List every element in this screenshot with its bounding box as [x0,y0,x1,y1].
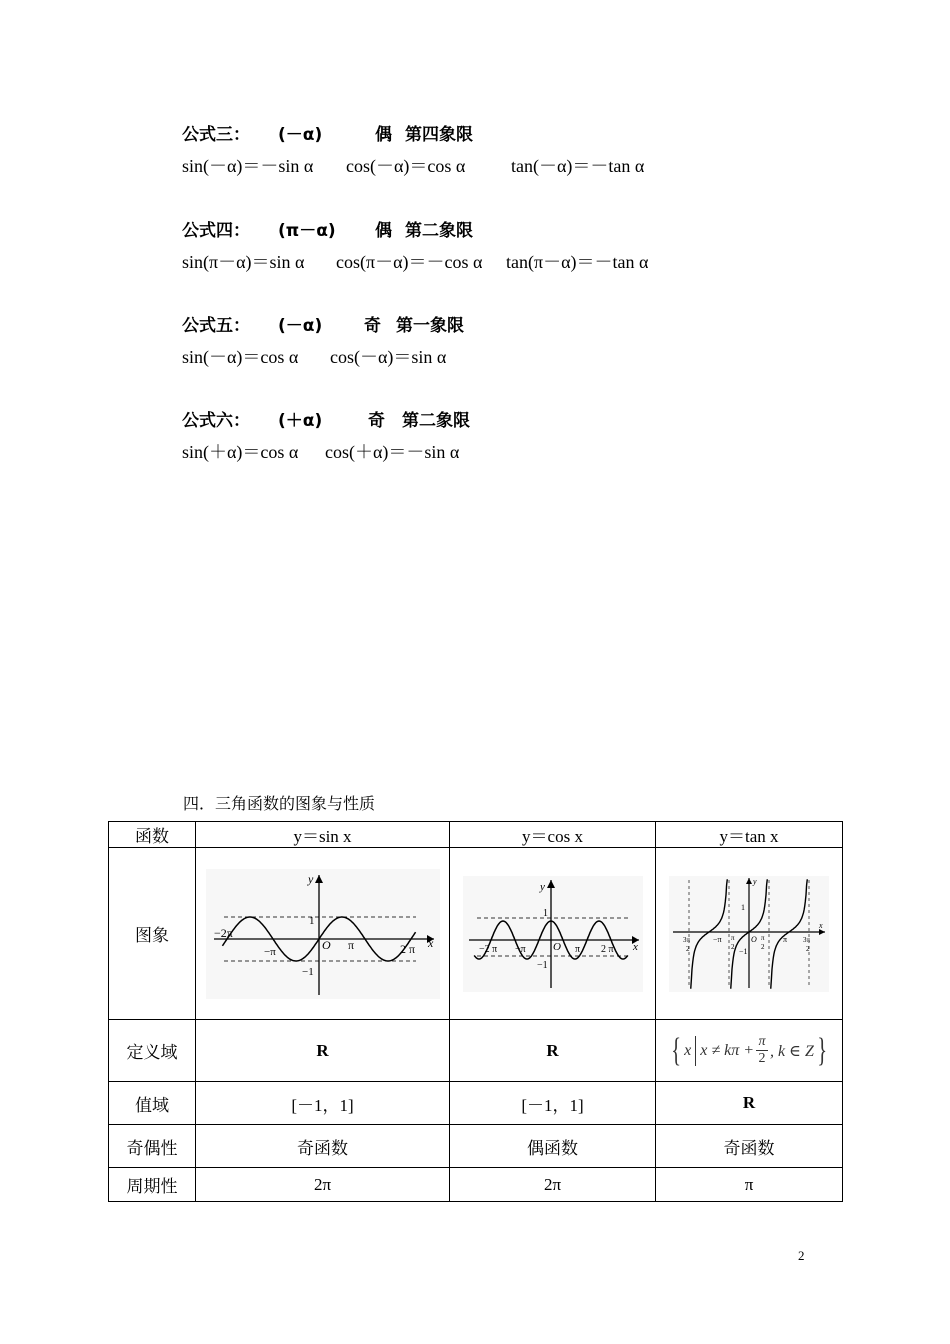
table-row-parity [109,1125,843,1168]
sin-period: 2π [196,1168,450,1202]
cos-one-label: 1 [542,907,548,919]
formula-5-identities [182,345,464,369]
sin-domain: R [196,1020,450,1082]
table-header-row [109,822,843,848]
sin-graph [206,869,440,999]
sin-range: [－1，1] [196,1082,450,1125]
tan-domain-num: π [758,1034,766,1049]
tan-x-label: x [819,920,823,930]
tan-domain-den: 2 [758,1051,766,1066]
identity-cos: cos(－α)＝sin α [330,347,447,367]
formula-5-heading [182,315,464,337]
sin-pi-label: π [347,937,354,952]
tan-3pi2-den: 2 [806,944,810,953]
tan-parity: 奇函数 [656,1125,843,1168]
formula-arg: (＋α) [278,411,323,431]
cos-range: [－1，1] [450,1082,656,1125]
section-title: 四．三角函数的图象与性质 [183,794,376,813]
formula-6-heading [182,410,470,432]
page-number: 2 [798,1248,805,1263]
cos-period: 2π [450,1168,656,1202]
formula-3-identities [182,154,644,178]
tan-neg-3pi2-den: 2 [686,944,690,953]
cos-x-label: x [632,940,638,953]
formula-parity: 偶 [375,125,392,145]
header-function: 函数 [109,822,196,848]
formula-arg: (－α) [278,316,323,336]
cos-neg-pi-label: −π [514,943,526,955]
sin-x-label: x [427,935,433,950]
formula-arg: (π－α) [278,221,336,241]
tan-neg-pi-label: −π [713,934,722,944]
identity-sin: sin(－α)＝－sin α [182,156,314,176]
formula-label: 公式三： [182,125,250,145]
tan-graph-cell [656,848,843,1020]
cos-parity: 偶函数 [450,1125,656,1168]
tan-3pi2-num: 3π [803,935,811,944]
table-row-domain [109,1020,843,1082]
formula-label: 公式六： [182,411,250,431]
formula-parity: 奇 [364,316,381,336]
formula-3 [182,124,644,178]
formula-3-heading [182,124,644,146]
trig-properties-table [108,821,843,1202]
identity-cos: cos(－α)＝cos α [346,156,466,176]
sin-parity: 奇函数 [196,1125,450,1168]
cos-origin-label: O [552,940,561,953]
row-label-domain: 定义域 [109,1020,196,1082]
sin-graph-cell [196,848,450,1020]
table-row-period [109,1168,843,1202]
tan-period: π [656,1168,843,1202]
tan-graph [669,876,829,992]
sin-neg-2pi-label: −2π [213,925,233,940]
tan-neg-3pi2-num: 3π [683,935,691,944]
table-row-range [109,1082,843,1125]
cos-2pi-label: 2 π [600,943,614,955]
tan-domain-set: { x x ≠ kπ + π 2 , k ∈ Z } [671,1031,827,1069]
formula-4-heading [182,220,648,242]
tan-domain [656,1020,843,1082]
identity-sin: sin(＋α)＝cos α [182,442,299,462]
cos-pi-label: π [574,943,580,955]
tan-domain-cond: x ≠ kπ + [700,1041,755,1059]
formula-label: 公式四： [182,221,250,241]
cos-graph-cell [450,848,656,1020]
header-cos: y＝cos x [450,822,656,848]
formula-5 [182,315,464,369]
tan-neg-pi2-den: 2 [731,942,735,951]
formula-6-identities [182,440,470,464]
row-label-graph: 图象 [109,848,196,1020]
identity-sin: sin(π－α)＝sin α [182,252,305,272]
formula-quadrant: 第二象限 [405,221,473,241]
identity-cos: cos(π－α)＝－cos α [336,252,483,272]
cos-neg-2pi-label: −2 π [478,943,497,955]
cos-domain: R [450,1020,656,1082]
sin-neg-pi-label: −π [263,945,276,958]
row-label-range: 值域 [109,1082,196,1125]
cos-graph [463,876,643,992]
cos-y-label: y [539,880,545,893]
identity-tan: tan(－α)＝－tan α [511,156,645,176]
formula-quadrant: 第四象限 [405,125,473,145]
row-label-parity: 奇偶性 [109,1125,196,1168]
header-tan: y＝tan x [656,822,843,848]
identity-sin: sin(－α)＝cos α [182,347,299,367]
formula-parity: 偶 [375,221,392,241]
formula-arg: (－α) [278,125,323,145]
formula-parity: 奇 [368,411,385,431]
identity-tan: tan(π－α)＝－tan α [506,252,649,272]
tan-pi-label: π [783,934,788,944]
row-label-period: 周期性 [109,1168,196,1202]
tan-y-label: y [753,876,757,886]
formula-4 [182,220,648,274]
cos-neg-one-label: −1 [536,959,548,971]
tan-range: R [656,1082,843,1125]
tan-pi2-den: 2 [761,942,765,951]
tan-one-label: 1 [741,902,745,912]
formula-quadrant: 第一象限 [396,316,464,336]
tan-neg-one-label: −1 [739,946,748,956]
tan-neg-pi2-num: π [731,933,735,942]
formula-quadrant: 第二象限 [402,411,470,431]
header-sin: y＝sin x [196,822,450,848]
tan-pi2-num: π [761,933,765,942]
tan-domain-var: x [684,1041,692,1059]
tan-domain-tail: , k ∈ Z [770,1042,814,1060]
formula-4-identities [182,250,648,274]
sin-neg-one-label: −1 [301,965,314,978]
sin-2pi-label: 2 π [399,941,415,956]
formula-label: 公式五： [182,316,250,336]
identity-cos: cos(＋α)＝－sin α [325,442,460,462]
sin-origin-label: O [321,937,331,952]
sin-one-label: 1 [308,914,314,927]
table-row-graph [109,848,843,1020]
sin-y-label: y [307,871,313,886]
formula-6 [182,410,470,464]
tan-origin-label: O [751,934,757,944]
